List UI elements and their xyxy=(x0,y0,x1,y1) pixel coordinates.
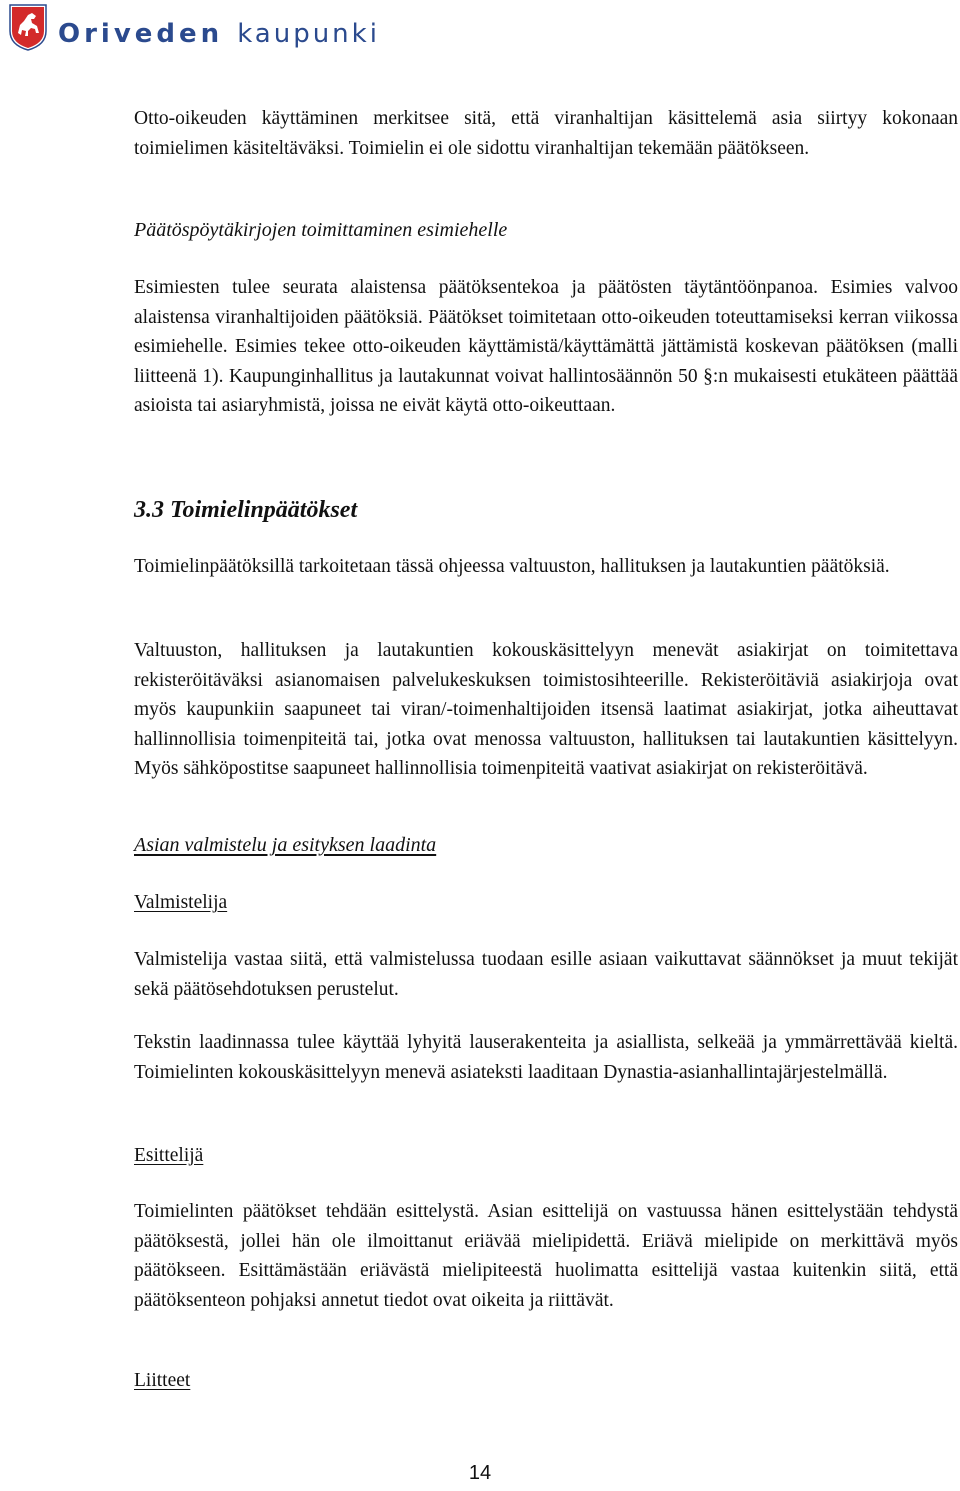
paragraph-toimielinpaatokset-maaritelma: Toimielinpäätöksillä tarkoitetaan tässä ohjeessa valtuuston, hallituksen ja lautakuntien päätöksiä. xyxy=(134,556,890,577)
subheading-paatospoytakirjat: Päätöspöytäkirjojen toimittaminen esimiehelle xyxy=(134,219,508,241)
paragraph-esimiesten-seuranta: Esimiesten tulee seurata alaistensa päätöksentekoa ja päätösten täytäntöönpanoa. Esimies valvoo alaistensa viranhaltijoiden päätöksiä. Päätökset toimitetaan otto-oikeuden toteuttamiseksi kerran viikossa esimiehelle. Esimies tekee otto-oikeuden käyttämistä/käyttämättä jättämistä koskevan päätöksen (malli liitteenä 1). Kaupunginhallitus ja lautakunnat voivat hallintosäännön 50 §:n mukaisesti etukäteen päättää asioista tai asiaryhmistä, joissa ne eivät käytä otto-oikeuttaan. xyxy=(134,277,958,416)
red-horse-crest-icon xyxy=(8,3,48,51)
paragraph-valmistelija: Valmistelija vastaa siitä, että valmistelussa tuodaan esille asiaan vaikuttavat säännökset ja muut tekijät sekä päätösehdotuksen perustelut. xyxy=(134,949,958,1000)
header-logo xyxy=(8,3,428,53)
section-heading-toimielinpaatokset: 3.3 Toimielinpäätökset xyxy=(134,497,358,523)
paragraph-otto-oikeus: Otto-oikeuden käyttäminen merkitsee sitä, että viranhaltijan käsittelemä asia siirtyy kokonaan toimielimen käsiteltäväksi. Toimielin ei ole sidottu viranhaltijan tekemään päätökseen. xyxy=(134,108,958,159)
subheading-esittelija: Esittelijä xyxy=(134,1145,204,1166)
page-number: 14 xyxy=(468,1462,492,1484)
subheading-liitteet: Liitteet xyxy=(134,1370,191,1391)
paragraph-tekstin-laadinta: Tekstin laadinnassa tulee käyttää lyhyitä lauserakenteita ja asiallista, selkeää ja ymmärrettävää kieltä. Toimielinten kokouskäsittelyyn menevä asiateksti laaditaan Dynastia-asianhallintajärjestelmällä. xyxy=(134,1032,958,1083)
brand-name xyxy=(58,19,380,49)
brand-kaupunki: kaupunki xyxy=(237,19,380,49)
paragraph-rekisterointi: Valtuuston, hallituksen ja lautakuntien kokouskäsittelyyn menevät asiakirjat on toimitettava rekisteröitäväksi asianomaisen palvelukeskuksen toimistosihteerille. Rekisteröitäviä asiakirjoja ovat myös kaupunkiin saapuneet tai viran/-toimenhaltijoiden itsensä laatimat asiakirjat, jotka aiheuttavat hallinnollisia toimenpiteitä tai, jotka ovat menossa valtuuston, hallituksen tai lautakuntien käsittelyyn. Myös sähköpostitse saapuneet hallinnollisia toimenpiteitä vaativat asiakirjat on rekisteröitävä. xyxy=(134,640,958,779)
subheading-valmistelija: Valmistelija xyxy=(134,892,228,913)
paragraph-esittelija: Toimielinten päätökset tehdään esittelystä. Asian esittelijä on vastuussa hänen esittelystään tehdystä päätöksestä, jollei hän ole ilmoittanut eriävää mielipidettä. Eriävä mielipide on merkittävä myös päätökseen. Esittämästään eriävästä mielipiteestä huolimatta esittelijä vastaa kuitenkin siitä, että päätöksenteon pohjaksi annetut tiedot ovat oikeita ja riittävät. xyxy=(134,1201,958,1311)
subheading-asian-valmistelu: Asian valmistelu ja esityksen laadinta xyxy=(134,834,437,856)
brand-city: Oriveden xyxy=(58,19,224,49)
